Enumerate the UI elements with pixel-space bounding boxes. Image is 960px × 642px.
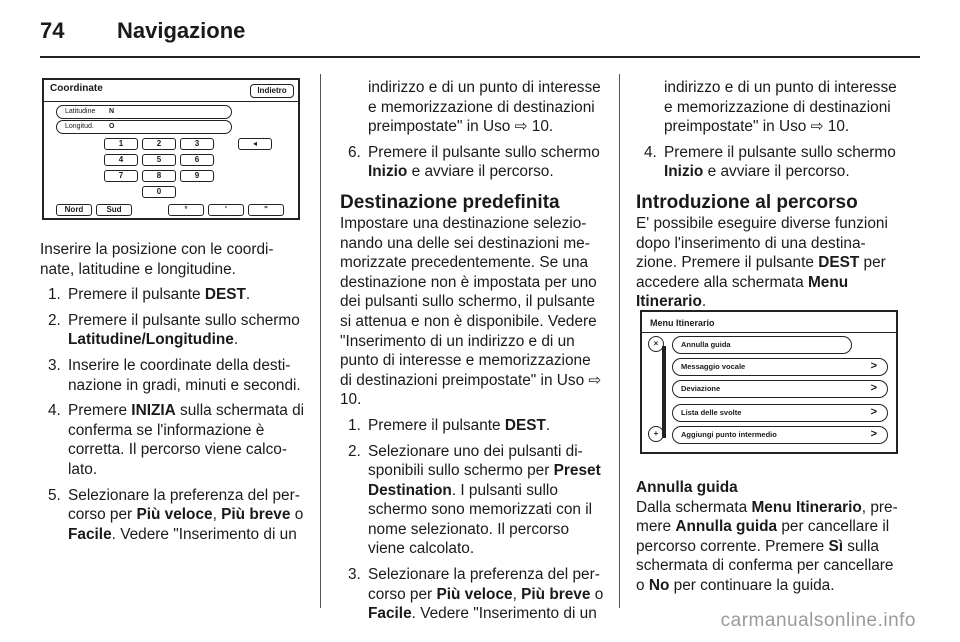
north-key: Nord xyxy=(56,204,92,216)
latitude-field xyxy=(56,105,232,119)
cancel-guidance-icon: × xyxy=(648,336,664,352)
key-5: 5 xyxy=(142,154,176,166)
column-3-lower xyxy=(636,478,906,596)
menu-item-annulla-guida: Annulla guida xyxy=(672,336,852,354)
key-4: 4 xyxy=(104,154,138,166)
list-item: 2. Premere il pulsante sullo schermo Latitudine/Longitudine. xyxy=(48,311,300,349)
column-2 xyxy=(340,78,606,624)
screen-title: Menu Itinerario xyxy=(650,318,715,328)
waypoint-icon: + xyxy=(648,426,664,442)
column-1 xyxy=(40,240,310,544)
list-item: 6. Premere il pulsante sullo schermo Inizio e avviare il percorso. xyxy=(348,143,600,181)
menu-item-messaggio-vocale: Messaggio vocale > xyxy=(672,358,888,376)
back-button: Indietro xyxy=(250,84,294,98)
section-heading: Destinazione predefinita xyxy=(340,191,560,213)
latitude-value: N xyxy=(109,108,115,115)
section-heading: Introduzione al percorso xyxy=(636,191,858,213)
list-item: 4. Premere INIZIA sulla schermata di conferma se l'informazione è corretta. Il percorso viene calco- lato. xyxy=(48,402,305,478)
minute-key: ' xyxy=(208,204,244,216)
list-item: 4. Premere il pulsante sullo schermo Inizio e avviare il percorso. xyxy=(644,143,896,181)
continued-paragraph: indirizzo e di un punto di interesse e memorizzazione di destinazioni preimpostate" in Uso ⇨ 10. xyxy=(664,79,897,136)
list-item: 5. Selezionare la preferenza del per- corso per Più veloce, Più breve o Facile. Vedere "Inserimento di un xyxy=(48,486,304,543)
backspace-key: ◂ xyxy=(238,138,272,150)
menu-item-deviazione: Deviazione > xyxy=(672,380,888,398)
list-item: 1. Premere il pulsante DEST. xyxy=(348,416,551,434)
screen-divider xyxy=(642,332,896,333)
menu-item-aggiungi-punto: Aggiungi punto intermedio > xyxy=(672,426,888,444)
south-key: Sud xyxy=(96,204,132,216)
watermark: carmanualsonline.info xyxy=(720,610,916,631)
latitude-label: Latitudine xyxy=(65,108,96,115)
coordinate-screen-illustration xyxy=(42,78,300,220)
route-menu-screen-illustration xyxy=(640,310,898,454)
column-separator xyxy=(619,74,620,608)
column-3 xyxy=(636,78,906,312)
screen-divider xyxy=(44,101,298,102)
longitude-label: Longitud. xyxy=(65,123,94,130)
key-6: 6 xyxy=(180,154,214,166)
longitude-value: O xyxy=(109,123,115,130)
list-item: 1. Premere il pulsante DEST. xyxy=(48,286,251,304)
scroll-bar xyxy=(662,346,666,438)
key-9: 9 xyxy=(180,170,214,182)
key-0: 0 xyxy=(142,186,176,198)
second-key: " xyxy=(248,204,284,216)
screen-title: Coordinate xyxy=(50,83,103,94)
key-3: 3 xyxy=(180,138,214,150)
longitude-field xyxy=(56,120,232,134)
sub-heading: Annulla guida xyxy=(636,479,738,496)
menu-item-lista-svolte: Lista delle svolte > xyxy=(672,404,888,422)
continued-paragraph: indirizzo e di un punto di interesse e memorizzazione di destinazioni preimpostate" in Uso ⇨ 10. xyxy=(368,79,601,136)
page-number: 74 xyxy=(40,18,65,43)
header-rule xyxy=(40,56,920,58)
body-paragraph: E' possibile eseguire diverse funzioni dopo l'inserimento di una destina- zione. Premere il pulsante DEST per accedere alla schermata Menu Itinerario. xyxy=(636,214,888,311)
key-1: 1 xyxy=(104,138,138,150)
body-paragraph: Dalla schermata Menu Itinerario, pre- mere Annulla guida per cancellare il percorso corrente. Premere Sì sulla schermata di conferma per cancellare o No per continuare la guida. xyxy=(636,498,898,594)
degree-key: ° xyxy=(168,204,204,216)
intro-paragraph: Inserire la posizione con le coordi- nate, latitudine e longitudine. xyxy=(40,241,274,278)
key-2: 2 xyxy=(142,138,176,150)
page-title: Navigazione xyxy=(117,18,246,43)
body-paragraph: Impostare una destinazione selezio- nando una delle sei destinazioni me- morizzate precedentemente. Se una destinazione non è impostata per uno dei pulsanti sullo schermo, il pulsante si attenua e non è disponibile. Vedere "Inserimento di un indirizzo e di un punto di interesse e memorizzazione di destinazioni preimpostate" in Uso ⇨ 10. xyxy=(340,214,602,409)
column-separator xyxy=(320,74,321,608)
key-7: 7 xyxy=(104,170,138,182)
key-8: 8 xyxy=(142,170,176,182)
list-item: 3. Inserire le coordinate della desti- nazione in gradi, minuti e secondi. xyxy=(48,356,301,394)
list-item: 2. Selezionare uno dei pulsanti di- sponibili sullo schermo per Preset Destination. I pulsanti sullo schermo sono memorizzati con il nome selezionato. Il percorso viene calcolato. xyxy=(348,442,601,558)
list-item: 3. Selezionare la preferenza del per- corso per Più veloce, Più breve o Facile. Vedere "Inserimento di un xyxy=(348,566,604,623)
